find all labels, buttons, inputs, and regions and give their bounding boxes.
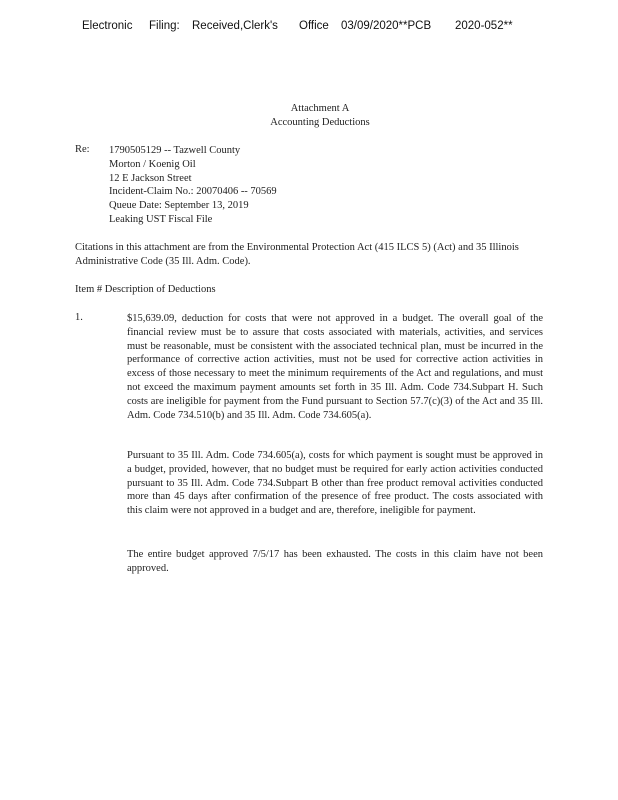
re-line-site-name: Morton / Koenig Oil	[109, 158, 196, 170]
stamp-case-number: 2020-052**	[455, 20, 513, 32]
re-line-claim-no: Incident-Claim No.: 20070406 -- 70569	[109, 186, 277, 198]
re-label: Re:	[75, 144, 90, 155]
citation-paragraph: Citations in this attachment are from the Environmental Protection Act (415 ILCS 5) (Act) and 35 Illinois Administrative Code (35 Ill. Adm. Code).	[75, 242, 519, 267]
re-line-street: 12 E Jackson Street	[109, 172, 192, 184]
re-line-queue-date: Queue Date: September 13, 2019	[109, 200, 249, 212]
deduction-paragraph: $15,639.09, deduction for costs that were not approved in a budget. The overall goal of the financial review must be to assure that costs associated with materials, activities, and services must be reasonable, must be consistent with the associated technical plan, must be incurred in the performance of corrective action activities, must not be used for corrective action activities in excess of those necessary to meet the minimum requirements of the Act and regulations, and must not exceed the maximum payment amounts set forth in 35 Ill. Adm. Code 734.Subpart H. Such costs are ineligible for payment from the Fund pursuant to Section 57.7(c)(3) of the Act and 35 Ill. Adm. Code 734.510(b) and 35 Ill. Adm. Code 734.605(a).	[127, 313, 543, 421]
re-line-site-id: 1790505129 -- Tazwell County	[109, 145, 241, 156]
stamp-filing: Filing:	[149, 20, 180, 32]
stamp-office: Office	[299, 20, 329, 32]
re-line-file-type: Leaking UST Fiscal File	[109, 213, 213, 225]
stamp-received: Received,Clerk's	[192, 20, 278, 32]
deduction-paragraph: The entire budget approved 7/5/17 has been exhausted. The costs in this claim have not been approved.	[127, 549, 543, 574]
attachment-title: Attachment A	[290, 103, 350, 114]
re-address-block	[109, 144, 277, 227]
item-number: 1.	[75, 312, 83, 323]
stamp-date-code: 03/09/2020**PCB	[341, 20, 432, 32]
filing-stamp	[0, 20, 618, 36]
items-header: Item # Description of Deductions	[75, 284, 216, 295]
attachment-subtitle: Accounting Deductions	[270, 117, 370, 128]
deduction-paragraph: Pursuant to 35 Ill. Adm. Code 734.605(a), costs for which payment is sought must be approved in a budget, provided, however, that no budget must be required for early action activities conducted pursuant to 35 Ill. Adm. Code 734.Subpart B other than free product removal activities conducted more than 45 days after confirmation of the presence of free product. The costs associated with this claim were not approved in a budget and are, therefore, ineligible for payment.	[127, 450, 543, 517]
stamp-electronic: Electronic	[82, 20, 133, 32]
